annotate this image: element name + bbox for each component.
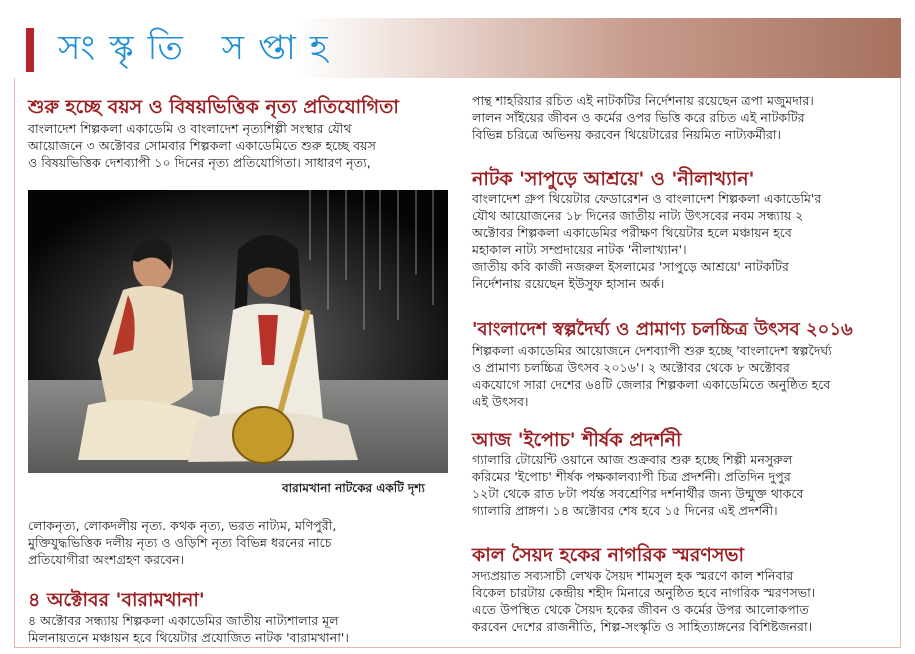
body-line: গ্যালারি টোয়েন্টি ওয়ানে আজ শুক্রবার শুরু হচ্ছে শিল্পী মনসুরুল [472, 452, 793, 467]
banner-accent-bar [26, 28, 34, 72]
body-line: নির্দেশনায় রয়েছেন ইউসুফ হাসান অর্ক। [472, 276, 665, 291]
article-body-continued [472, 92, 814, 143]
body-line: মুক্তিযুদ্ধভিত্তিক দলীয় নৃত্য ও ওড়িশি নৃত্য বিভিন্ন ধরনের নাচে [28, 535, 332, 550]
body-line: গ্যালারি প্রাঙ্গণ। ১৪ অক্টোবর শেষ হবে ১৫ দিনের এই প্রদর্শনী। [472, 503, 778, 518]
body-line: ৪ অক্টোবর সন্ধ্যায় শিল্পকলা একাডেমির জাতীয় নাট্যশালার মূল [28, 613, 339, 628]
photo-caption: বারামখানা নাটকের একটি দৃশ্য [282, 481, 425, 495]
body-line: বাংলাদেশ গ্রুপ থিয়েটার ফেডারেশন ও বাংলাদেশ শিল্পকলা একাডেমি'র [472, 191, 822, 206]
body-line: লোকনৃত্য, লোকদলীয় নৃত্য. কথক নৃত্য, ভরত নাট্যম, মণিপুরী, [28, 518, 337, 533]
article-body [28, 120, 376, 171]
article-body [472, 567, 815, 635]
body-line: শিল্পকলা একাডেমির আয়োজনে দেশব্যাপী শুরু হচ্ছে 'বাংলাদেশ স্বল্পদৈর্ঘ্য [472, 343, 832, 358]
body-line: এই উৎসব। [472, 394, 529, 409]
body-line: একযোগে সারা দেশের ৬৪টি জেলার শিল্পকলা একাডেমিতে অনুষ্ঠিত হবে [472, 377, 831, 392]
body-line: ও প্রামাণ্য চলচ্চিত্র উৎসব ২০১৬'। ২ অক্টোবর থেকে ৮ অক্টোবর [472, 360, 790, 375]
article-body-continued [28, 517, 336, 568]
article-heading-epoch-exhibition: আজ 'ইপোচ' শীর্ষক প্রদর্শনী [472, 429, 682, 451]
body-line: বিকেল চারটায় কেন্দ্রীয় শহীদ মিনারে অনুষ্ঠিত হবে নাগরিক স্মরণসভা। [472, 585, 816, 600]
body-line: বিভিন্ন চরিত্রে অভিনয় করবেন থিয়েটারের নিয়মিত নাট্যকর্মীরা। [472, 127, 782, 142]
body-line: মহাকাল নাট্য সম্প্রদায়ের নাটক 'নীলাখ্যান'। [472, 242, 687, 257]
body-line: জাতীয় কবি কাজী নজরুল ইসলামের 'সাপুড়ে আশ্রয়ে' নাটকটির [472, 259, 789, 274]
article-body [28, 612, 349, 646]
body-line: বাংলাদেশ শিল্পকলা একাডেমি ও বাংলাদেশ নৃত্যশিল্পী সংস্থার যৌথ [28, 121, 352, 136]
body-line: যৌথ আয়োজনের ১৮ দিনের জাতীয় নাট্য উৎসবের নবম সন্ধ্যায় ২ [472, 208, 804, 223]
body-line: অক্টোবর শিল্পকলা একাডেমির পরীক্ষণ থিয়েটার হলে মঞ্চায়ন হবে [472, 225, 792, 240]
article-body [472, 342, 832, 410]
article-heading-natok: নাটক 'সাপুড়ে আশ্রয়ে' ও 'নীলাখ্যান' [472, 168, 755, 190]
body-line: করবেন দেশের রাজনীতি, শিল্প-সংস্কৃতি ও সাহিত্যাঙ্গনের বিশিষ্টজনরা। [472, 619, 813, 634]
body-line: আয়োজনে ৩ অক্টোবর সোমবার শিল্পকলা একাডেমিতে শুরু হচ্ছে বয়স [28, 138, 376, 153]
article-heading-baramkhana: ৪ অক্টোবর 'বারামখানা' [28, 589, 205, 611]
section-title: সংস্কৃতি সপ্তাহ [58, 28, 342, 68]
body-line: এতে উপস্থিত থেকে সৈয়দ হকের জীবন ও কর্মের উপর আলোকপাত [472, 602, 809, 617]
body-line: পান্থ শাহরিয়ার রচিত এই নাটকটির নির্দেশনায় রয়েছেন ত্রপা মজুমদার। [472, 93, 814, 108]
body-line: লালন সাঁইয়ের জীবন ও কর্মের ওপর ভিত্তি করে রচিত এই নাটকটির [472, 110, 805, 125]
article-heading-memorial: কাল সৈয়দ হকের নাগরিক স্মরণসভা [472, 544, 745, 566]
article-heading-dance-competition: শুরু হচ্ছে বয়স ও বিষয়ভিত্তিক নৃত্য প্রতিযোগিতা [28, 96, 399, 118]
body-line: করিমের 'ইপোচ' শীর্ষক পক্ষকালব্যাপী চিত্র প্রদর্শনী। প্রতিদিন দুপুর [472, 469, 791, 484]
article-body [472, 190, 821, 292]
body-line: মিলনায়তনে মঞ্চায়ন হবে থিয়েটার প্রযোজিত নাটক 'বারামখানা'। [28, 630, 349, 645]
body-line: সদ্যপ্রয়াত সব্যসাচী লেখক সৈয়দ শামসুল হক স্মরণে কাল শনিবার [472, 568, 794, 583]
article-body [472, 451, 804, 519]
body-line: ও বিষয়ভিত্তিক দেশব্যাপী ১০ দিনের নৃত্য প্রতিযোগিতা। সাধারণ নৃত্য, [28, 155, 371, 170]
body-line: প্রতিযোগীরা অংশগ্রহণ করবেন। [28, 552, 185, 567]
stage-photo-illustration [28, 190, 448, 473]
article-heading-film-festival: 'বাংলাদেশ স্বল্পদৈর্ঘ্য ও প্রামাণ্য চলচ্চিত্র উৎসব ২০১৬ [472, 319, 853, 340]
stage-photo [28, 190, 448, 473]
body-line: ১২টা থেকে রাত ৮টা পর্যন্ত সবশ্রেণির দর্শনার্থীর জন্য উন্মুক্ত থাকবে [472, 486, 804, 501]
